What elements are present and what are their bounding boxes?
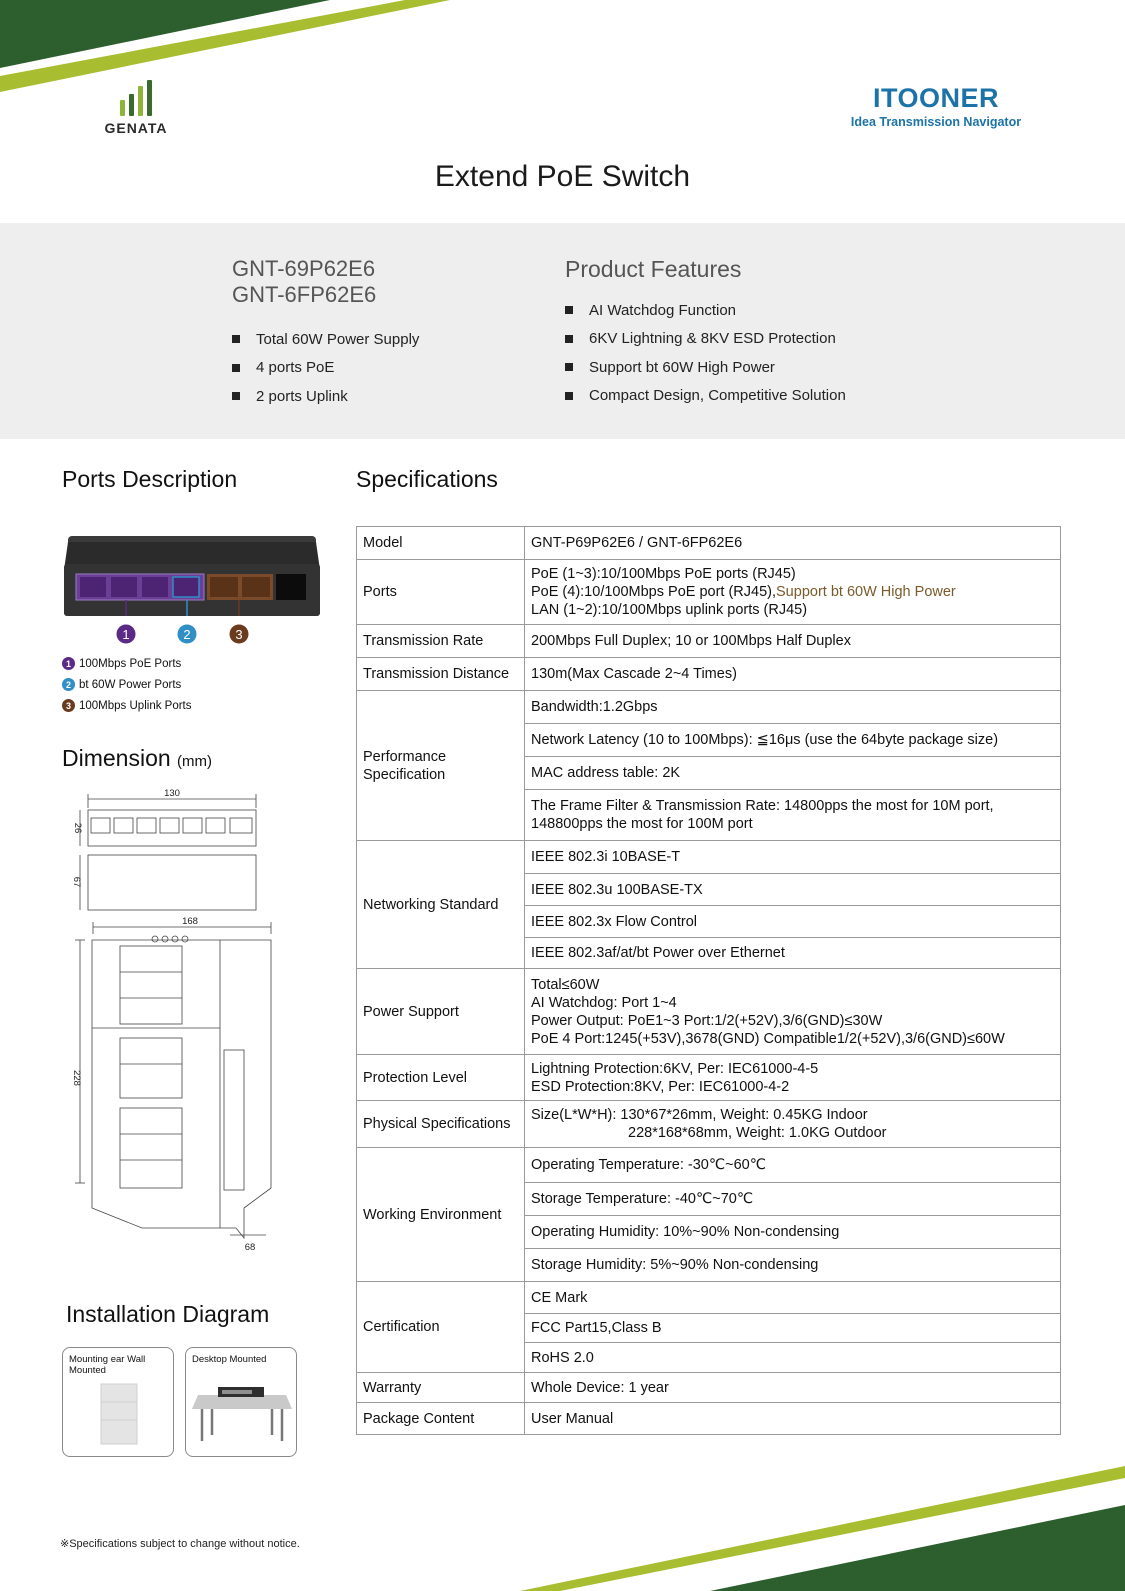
svg-text:1: 1	[122, 627, 130, 642]
spec-value	[525, 1101, 1061, 1148]
spec-line: Total≤60W	[531, 976, 600, 993]
spec-value	[525, 1055, 1061, 1101]
desktop-mount-card	[185, 1347, 297, 1457]
dimension-title	[62, 745, 212, 772]
specifications-table	[356, 526, 1061, 1435]
spec-value: 130m(Max Cascade 2~4 Times)	[525, 658, 1061, 691]
page-title: Extend PoE Switch	[434, 160, 691, 193]
spec-row	[357, 625, 1061, 658]
dim-front-width: 130	[164, 788, 180, 799]
spec-row	[357, 527, 1061, 560]
spec-row	[357, 1282, 1061, 1314]
desktop-mount-image	[186, 1365, 298, 1450]
spec-key: Physical Specifications	[357, 1101, 525, 1148]
spec-key: Working Environment	[357, 1148, 525, 1282]
spec-value: Bandwidth:1.2Gbps	[525, 691, 1061, 724]
svg-text:3: 3	[235, 627, 243, 642]
spec-key: Model	[357, 527, 525, 560]
dim-front-height: 26	[72, 822, 83, 834]
spec-line: Size(L*W*H): 130*67*26mm, Weight: 0.45KG Indoor	[531, 1107, 868, 1123]
wall-mount-card	[62, 1347, 174, 1457]
spec-key: Transmission Distance	[357, 658, 525, 691]
dimension-title-text: Dimension	[62, 745, 171, 771]
spec-value: CE Mark	[525, 1282, 1061, 1314]
spec-value: The Frame Filter & Transmission Rate: 14800pps the most for 10M port, 148800pps the most for 100M port	[525, 790, 1061, 841]
spec-value: GNT-P69P62E6 / GNT-6FP62E6	[525, 527, 1061, 560]
spec-row	[357, 658, 1061, 691]
spec-line: AI Watchdog: Port 1~4	[531, 994, 677, 1011]
spec-value: RoHS 2.0	[525, 1343, 1061, 1373]
spec-line: ESD Protection:8KV, Per: IEC61000-4-2	[531, 1078, 790, 1095]
spec-row	[357, 1055, 1061, 1101]
features-list	[565, 296, 846, 410]
genata-wordmark: GENATA	[104, 120, 168, 136]
spec-value: MAC address table: 2K	[525, 757, 1061, 790]
highlight-item: 4 ports PoE	[232, 354, 419, 383]
legend-number: 2	[62, 678, 75, 691]
spec-value: Storage Temperature: -40℃~70℃	[525, 1183, 1061, 1216]
spec-value	[525, 969, 1061, 1055]
footnote: ※Specifications subject to change without notice.	[60, 1538, 300, 1550]
spec-value: IEEE 802.3i 10BASE-T	[525, 841, 1061, 874]
spec-value: 200Mbps Full Duplex; 10 or 100Mbps Half Duplex	[525, 625, 1061, 658]
spec-value: Storage Humidity: 5%~90% Non-condensing	[525, 1249, 1061, 1282]
spec-value: IEEE 802.3af/at/bt Power over Ethernet	[525, 938, 1061, 969]
spec-line	[531, 583, 1054, 601]
feature-item: Support bt 60W High Power	[565, 353, 846, 382]
spec-line: PoE 4 Port:1245(+53V),3678(GND) Compatible1/2(+52V),3/6(GND)≤60W	[531, 1030, 1005, 1047]
dim-depth: 67	[71, 876, 82, 888]
legend-label: 100Mbps Uplink Ports	[79, 699, 192, 712]
ports-legend	[62, 653, 192, 716]
legend-number: 1	[62, 657, 75, 670]
feature-item: AI Watchdog Function	[565, 296, 846, 325]
feature-item: 6KV Lightning & 8KV ESD Protection	[565, 325, 846, 354]
legend-label: 100Mbps PoE Ports	[79, 657, 182, 670]
spec-line: PoE (1~3):10/100Mbps PoE ports (RJ45)	[531, 566, 796, 582]
itooner-tagline: Idea Transmission Navigator	[850, 115, 1022, 129]
spec-key: Performance Specification	[357, 691, 525, 841]
legend-number: 3	[62, 699, 75, 712]
legend-item	[62, 653, 192, 674]
legend-label: bt 60W Power Ports	[79, 678, 182, 691]
spec-row	[357, 1373, 1061, 1403]
model-numbers	[232, 256, 376, 308]
desktop-mount-label: Desktop Mounted	[192, 1354, 267, 1365]
spec-line: 228*168*68mm, Weight: 1.0KG Outdoor	[628, 1125, 887, 1141]
model-number: GNT-69P62E6	[232, 256, 376, 281]
spec-value: IEEE 802.3u 100BASE-TX	[525, 874, 1061, 906]
spec-key: Ports	[357, 560, 525, 625]
wall-mount-image	[63, 1376, 175, 1456]
spec-line-highlight: Support bt 60W High Power	[776, 584, 956, 600]
spec-line-part: PoE (4):10/100Mbps PoE port (RJ45),	[531, 584, 777, 600]
spec-key: Warranty	[357, 1373, 525, 1403]
summary-band	[0, 223, 1125, 439]
spec-value: Operating Temperature: -30℃~60℃	[525, 1148, 1061, 1183]
ports-description-title: Ports Description	[62, 466, 238, 492]
switch-front-image	[62, 534, 324, 652]
spec-value: FCC Part15,Class B	[525, 1314, 1061, 1343]
spec-row	[357, 1148, 1061, 1183]
genata-logo	[96, 80, 176, 136]
features-title: Product Features	[565, 256, 742, 282]
highlights-list	[232, 325, 419, 411]
spec-line: Power Output: PoE1~3 Port:1/2(+52V),3/6(GND)≤30W	[531, 1012, 883, 1029]
highlight-item: 2 ports Uplink	[232, 382, 419, 411]
svg-text:2: 2	[183, 627, 191, 642]
model-number: GNT-6FP62E6	[232, 282, 377, 307]
spec-line: LAN (1~2):10/100Mbps uplink ports (RJ45)	[531, 602, 808, 618]
spec-row	[357, 560, 1061, 625]
highlight-item: Total 60W Power Supply	[232, 325, 419, 354]
spec-line: Lightning Protection:6KV, Per: IEC61000-4-5	[531, 1060, 819, 1077]
spec-key: Certification	[357, 1282, 525, 1373]
dim-bracket-width: 168	[182, 916, 198, 927]
spec-key: Power Support	[357, 969, 525, 1055]
installation-title: Installation Diagram	[66, 1301, 270, 1327]
feature-item: Compact Design, Competitive Solution	[565, 382, 846, 411]
spec-row	[357, 1403, 1061, 1435]
spec-key: Package Content	[357, 1403, 525, 1435]
itooner-logo	[836, 84, 1036, 129]
dimension-drawing	[60, 788, 300, 1258]
wall-mount-label: Mounting ear Wall Mounted	[69, 1354, 146, 1376]
legend-item	[62, 695, 192, 716]
spec-value: Network Latency (10 to 100Mbps): ≦16μs (use the 64byte package size)	[525, 724, 1061, 757]
spec-value: Operating Humidity: 10%~90% Non-condensing	[525, 1216, 1061, 1249]
specifications-title: Specifications	[356, 466, 498, 492]
spec-key: Transmission Rate	[357, 625, 525, 658]
itooner-wordmark: ITOONER	[872, 83, 999, 113]
spec-row	[357, 841, 1061, 874]
spec-value: IEEE 802.3x Flow Control	[525, 906, 1061, 938]
legend-item	[62, 674, 192, 695]
spec-row	[357, 691, 1061, 724]
dim-bracket-depth: 68	[244, 1242, 256, 1253]
spec-value: Whole Device: 1 year	[525, 1373, 1061, 1403]
spec-value	[525, 560, 1061, 625]
spec-key: Networking Standard	[357, 841, 525, 969]
dimension-unit: (mm)	[177, 753, 213, 770]
dim-bracket-height: 228	[71, 1070, 82, 1086]
spec-key: Protection Level	[357, 1055, 525, 1101]
spec-row	[357, 969, 1061, 1055]
spec-row	[357, 1101, 1061, 1148]
spec-value: User Manual	[525, 1403, 1061, 1435]
